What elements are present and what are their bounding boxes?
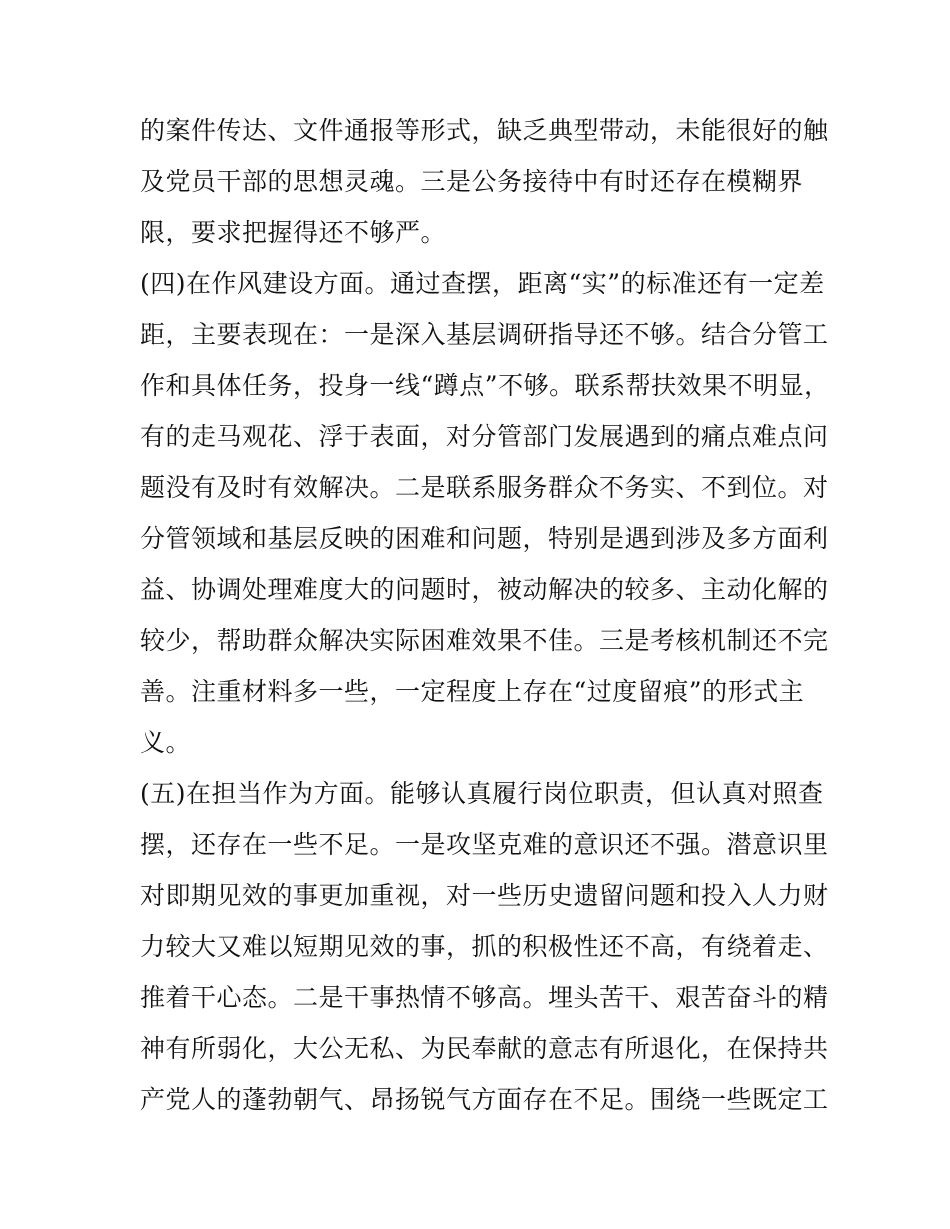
section-heading-line: (四)在作风建设方面。通过查摆，距离“实”的标准还有一定差 — [140, 269, 825, 298]
text-line: 义。 — [140, 728, 192, 757]
text-line: 有的走马观花、浮于表面，对分管部门发展遇到的痛点难点问 — [140, 422, 829, 451]
text-line: 对即期见效的事更加重视，对一些历史遗留问题和投入人力财 — [140, 881, 829, 910]
text-line: 益、协调处理难度大的问题时，被动解决的较多、主动化解的 — [140, 575, 829, 604]
text-line: 限，要求把握得还不够严。 — [140, 218, 447, 247]
document-body — [140, 105, 830, 1125]
section-heading-line: (五)在担当作为方面。能够认真履行岗位职责，但认真对照查 — [140, 779, 824, 808]
text-line: 分管领域和基层反映的困难和问题，特别是遇到涉及多方面利 — [140, 524, 829, 553]
text-line: 神有所弱化，大公无私、为民奉献的意志有所退化，在保持共 — [140, 1034, 829, 1063]
text-line: 善。注重材料多一些，一定程度上存在“过度留痕”的形式主 — [140, 677, 805, 706]
text-line: 产党人的蓬勃朝气、昂扬锐气方面存在不足。围绕一些既定工 — [140, 1085, 829, 1114]
text-line: 摆，还存在一些不足。一是攻坚克难的意识还不强。潜意识里 — [140, 830, 829, 859]
text-line: 的案件传达、文件通报等形式，缺乏典型带动，未能很好的触 — [140, 116, 829, 145]
text-line: 及党员干部的思想灵魂。三是公务接待中有时还存在模糊界 — [140, 167, 804, 196]
text-line: 题没有及时有效解决。二是联系服务群众不务实、不到位。对 — [140, 473, 829, 502]
text-line: 距，主要表现在：一是深入基层调研指导还不够。结合分管工 — [140, 320, 829, 349]
text-line: 力较大又难以短期见效的事，抓的积极性还不高，有绕着走、 — [140, 932, 829, 961]
text-line: 作和具体任务，投身一线“蹲点”不够。联系帮扶效果不明显， — [140, 371, 830, 400]
text-line: 较少，帮助群众解决实际困难效果不佳。三是考核机制还不完 — [140, 626, 829, 655]
text-line: 推着干心态。二是干事热情不够高。埋头苦干、艰苦奋斗的精 — [140, 983, 829, 1012]
